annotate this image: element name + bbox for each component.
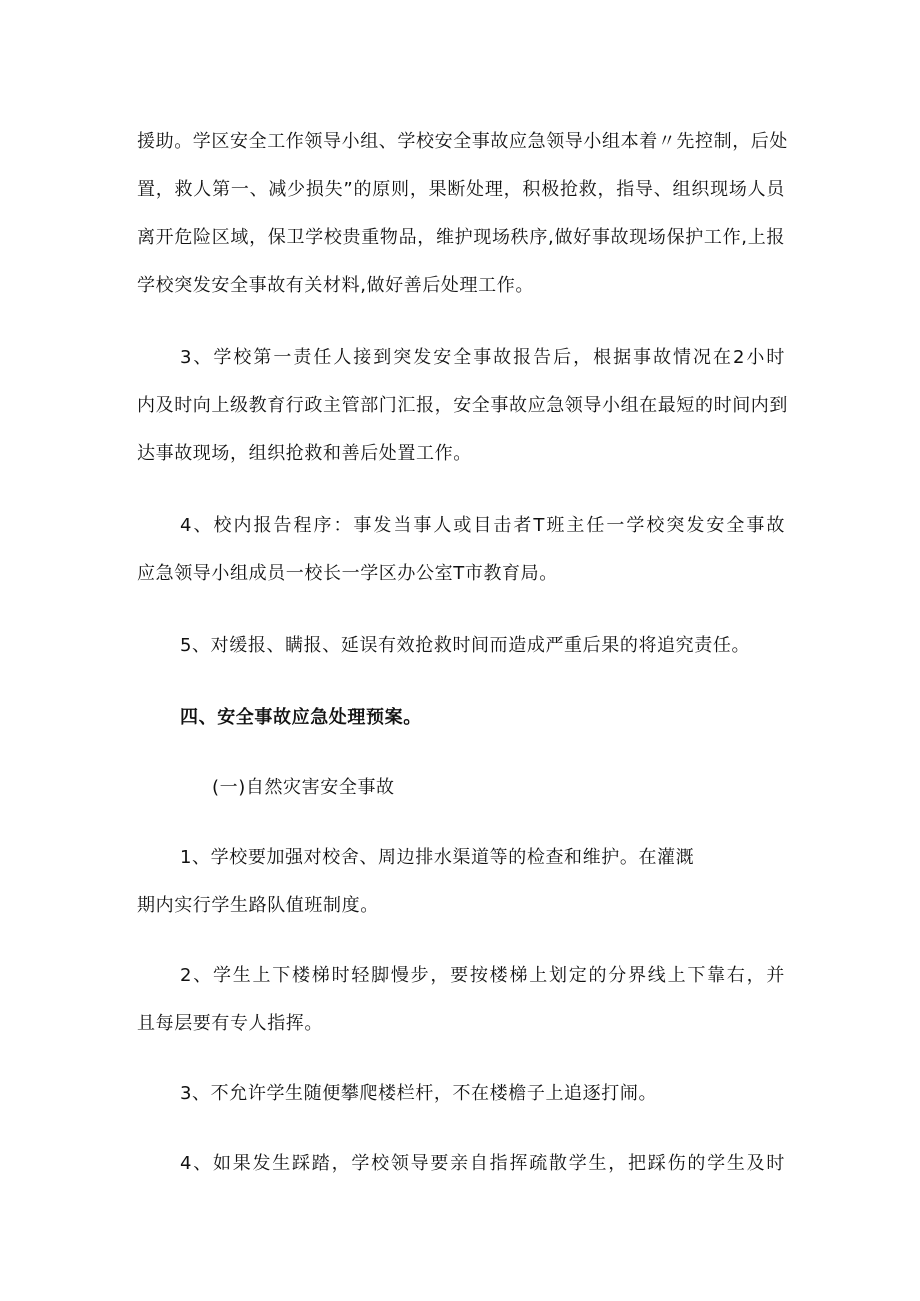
paragraph-line: 且每层要有专人指挥。 xyxy=(137,1013,323,1034)
paragraph-line: 达事故现场，组织抢救和善后处置工作。 xyxy=(137,443,472,464)
paragraph-line: 援助。学区安全工作领导小组、学校安全事故应急领导小组本着〃先控制，后处 xyxy=(137,131,788,152)
paragraph-line: 4、如果发生踩踏，学校领导要亲自指挥疏散学生，把踩伤的学生及时 xyxy=(180,1153,785,1174)
paragraph-line: 2、学生上下楼梯时轻脚慢步，要按楼梯上划定的分界线上下靠右，并 xyxy=(180,965,785,986)
paragraph-line: 5、对缓报、瞒报、延误有效抢救时间而造成严重后果的将追究责任。 xyxy=(180,635,751,656)
paragraph-line: 离开危险区域，保卫学校贵重物品，维护现场秩序,做好事故现场保护工作,上报 xyxy=(137,227,785,248)
paragraph-line: 3、学校第一责任人接到突发安全事故报告后，根据事故情况在2小时 xyxy=(180,347,785,368)
paragraph-line: 内及时向上级教育行政主管部门汇报，安全事故应急领导小组在最短的时间内到 xyxy=(137,395,788,416)
paragraph-line: 置，救人第一、减少损失”的原则，果断处理，积极抢救，指导、组织现场人员 xyxy=(137,179,785,200)
paragraph-line: 学校突发安全事故有关材料,做好善后处理工作。 xyxy=(137,275,534,296)
paragraph-line: 4、校内报告程序：事发当事人或目击者T班主任一学校突发安全事故 xyxy=(180,515,785,536)
paragraph-line: 期内实行学生路队值班制度。 xyxy=(137,895,379,916)
paragraph-line: 应急领导小组成员一校长一学区办公室T市教育局。 xyxy=(137,563,558,584)
subsection-heading: (一)自然灾害安全事故 xyxy=(212,777,395,798)
section-heading: 四、安全事故应急处理预案。 xyxy=(180,707,422,728)
paragraph-line: 1、学校要加强对校舍、周边排水渠道等的检查和维护。在灌溉 xyxy=(180,847,695,868)
paragraph-line: 3、不允许学生随便攀爬楼栏杆，不在楼檐子上追逐打闹。 xyxy=(180,1083,658,1104)
